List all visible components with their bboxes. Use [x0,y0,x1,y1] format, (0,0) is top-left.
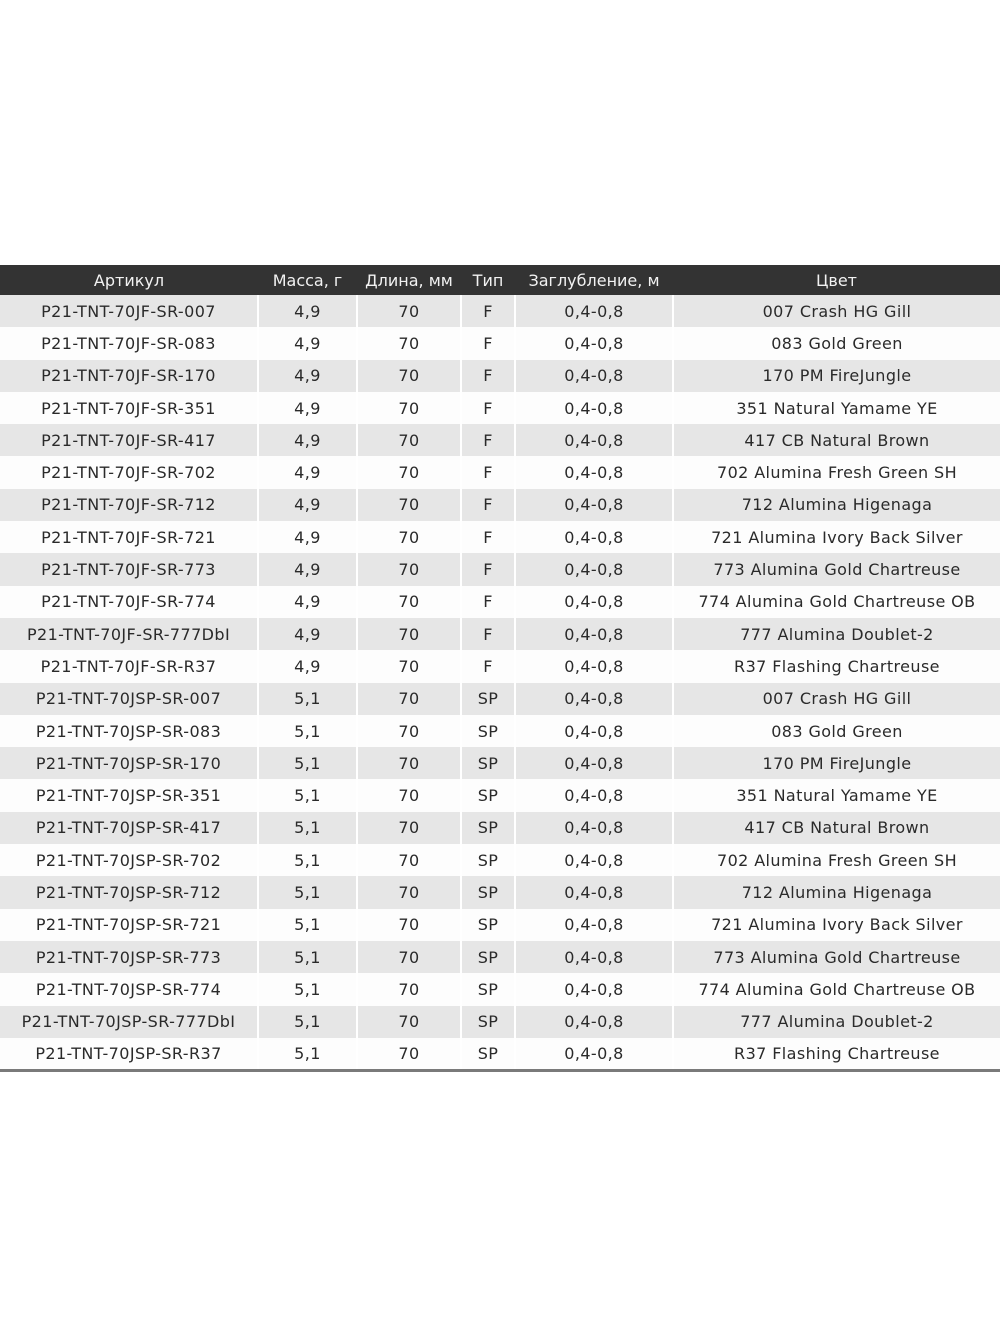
cell-length: 70 [357,327,461,359]
cell-type: F [461,489,515,521]
cell-length: 70 [357,973,461,1005]
table-row [0,876,1000,908]
header-color: Цвет [815,270,857,290]
cell-depth: 0,4-0,8 [515,456,673,488]
cell-type: F [461,327,515,359]
cell-depth: 0,4-0,8 [515,941,673,973]
cell-color: R37 Flashing Chartreuse [673,1038,1000,1070]
cell-color: 777 Alumina Doublet-2 [673,1006,1000,1038]
cell-depth: 0,4-0,8 [515,909,673,941]
cell-length: 70 [357,844,461,876]
table-row [0,844,1000,876]
cell-depth: 0,4-0,8 [515,844,673,876]
header-type: Тип [472,270,504,290]
cell-type: SP [461,1038,515,1070]
cell-depth: 0,4-0,8 [515,1006,673,1038]
cell-article: P21-TNT-70JSP-SR-417 [35,818,222,838]
cell-color: 351 Natural Yamame YE [673,779,1000,811]
cell-mass: 5,1 [258,973,357,1005]
cell-depth: 0,4-0,8 [515,973,673,1005]
cell-article: P21-TNT-70JF-SR-007 [41,301,216,321]
cell-depth: 0,4-0,8 [515,521,673,553]
cell-color: 083 Gold Green [673,327,1000,359]
cell-mass: 5,1 [258,747,357,779]
cell-mass: 5,1 [258,812,357,844]
table-row [0,1038,1000,1070]
table-row [0,779,1000,811]
cell-article: P21-TNT-70JF-SR-083 [41,333,216,353]
cell-type: F [461,521,515,553]
cell-depth: 0,4-0,8 [515,1038,673,1070]
cell-type: F [461,424,515,456]
cell-mass: 4,9 [258,392,357,424]
cell-length: 70 [357,295,461,327]
cell-article: P21-TNT-70JF-SR-R37 [40,656,217,676]
product-spec-table [0,265,1000,1072]
cell-color: 777 Alumina Doublet-2 [673,618,1000,650]
cell-type: SP [461,844,515,876]
table-row [0,941,1000,973]
cell-depth: 0,4-0,8 [515,360,673,392]
cell-mass: 5,1 [258,876,357,908]
cell-article: P21-TNT-70JSP-SR-R37 [0,1038,258,1070]
cell-length: 70 [357,683,461,715]
cell-color: 007 Crash HG Gill [673,683,1000,715]
cell-mass: 5,1 [258,715,357,747]
table-row [0,295,1000,327]
cell-color: 773 Alumina Gold Chartreuse [673,941,1000,973]
cell-type: F [461,586,515,618]
cell-length: 70 [357,715,461,747]
cell-article: P21-TNT-70JSP-SR-351 [35,786,222,806]
cell-length: 70 [357,1006,461,1038]
table-header-row [0,265,1000,295]
cell-article: P21-TNT-70JSP-SR-702 [35,850,222,870]
cell-mass: 5,1 [258,941,357,973]
cell-article: P21-TNT-70JF-SR-170 [41,366,216,386]
cell-color: 170 PM FireJungle [673,747,1000,779]
cell-color: 721 Alumina Ivory Back Silver [673,521,1000,553]
cell-length: 70 [357,1038,461,1070]
cell-length: 70 [357,553,461,585]
cell-article: P21-TNT-70JSP-SR-774 [35,979,222,999]
cell-mass: 5,1 [258,844,357,876]
cell-mass: 5,1 [258,779,357,811]
cell-length: 70 [357,618,461,650]
cell-type: F [461,295,515,327]
cell-mass: 4,9 [258,618,357,650]
table-row [0,456,1000,488]
cell-type: SP [461,747,515,779]
cell-article: P21-TNT-70JF-SR-417 [41,430,216,450]
header-depth: Заглубление, м [528,270,660,290]
cell-type: SP [461,909,515,941]
cell-article: P21-TNT-70JF-SR-351 [41,398,216,418]
table-row [0,747,1000,779]
cell-color: 083 Gold Green [673,715,1000,747]
table-row [0,909,1000,941]
cell-length: 70 [357,360,461,392]
cell-type: F [461,456,515,488]
table-row [0,327,1000,359]
table-row [0,650,1000,682]
cell-article: P21-TNT-70JF-SR-774 [41,592,216,612]
cell-depth: 0,4-0,8 [515,586,673,618]
table-body [0,295,1000,1070]
cell-color: 774 Alumina Gold Chartreuse OB [673,973,1000,1005]
cell-article: P21-TNT-70JSP-SR-712 [35,882,222,902]
cell-article: P21-TNT-70JSP-SR-083 [35,721,222,741]
cell-length: 70 [357,909,461,941]
cell-mass: 4,9 [258,360,357,392]
cell-depth: 0,4-0,8 [515,392,673,424]
cell-color: 417 CB Natural Brown [673,424,1000,456]
cell-length: 70 [357,876,461,908]
cell-type: F [461,553,515,585]
cell-mass: 4,9 [258,424,357,456]
cell-article: P21-TNT-70JF-SR-773 [41,560,216,580]
cell-color: 712 Alumina Higenaga [673,876,1000,908]
table-row [0,973,1000,1005]
cell-article: P21-TNT-70JSP-SR-721 [35,915,222,935]
cell-type: SP [461,683,515,715]
cell-color: 721 Alumina Ivory Back Silver [673,909,1000,941]
header-length: Длина, мм [365,270,453,290]
table-row [0,392,1000,424]
cell-type: SP [461,973,515,1005]
cell-type: F [461,392,515,424]
cell-article: P21-TNT-70JSP-SR-777DbI [21,1012,236,1032]
cell-type: SP [461,779,515,811]
cell-depth: 0,4-0,8 [515,553,673,585]
cell-mass: 5,1 [258,683,357,715]
table-row [0,683,1000,715]
cell-mass: 5,1 [258,1038,357,1070]
cell-type: F [461,360,515,392]
cell-depth: 0,4-0,8 [515,683,673,715]
cell-mass: 5,1 [258,909,357,941]
cell-length: 70 [357,586,461,618]
header-mass: Масса, г [272,270,343,290]
cell-article: P21-TNT-70JSP-SR-773 [35,947,222,967]
cell-length: 70 [357,650,461,682]
table-row [0,424,1000,456]
cell-type: SP [461,941,515,973]
cell-depth: 0,4-0,8 [515,715,673,747]
cell-type: SP [461,1006,515,1038]
cell-depth: 0,4-0,8 [515,618,673,650]
cell-color: 773 Alumina Gold Chartreuse [673,553,1000,585]
cell-type: SP [461,876,515,908]
table-row [0,521,1000,553]
table-row [0,360,1000,392]
table-row [0,812,1000,844]
table-row [0,715,1000,747]
cell-color: 702 Alumina Fresh Green SH [673,456,1000,488]
cell-color: 007 Crash HG Gill [673,295,1000,327]
cell-mass: 4,9 [258,650,357,682]
cell-mass: 4,9 [258,521,357,553]
cell-color: 712 Alumina Higenaga [673,489,1000,521]
cell-article: P21-TNT-70JSP-SR-007 [35,689,222,709]
cell-depth: 0,4-0,8 [515,747,673,779]
cell-mass: 4,9 [258,586,357,618]
cell-article: P21-TNT-70JF-SR-712 [41,495,216,515]
cell-length: 70 [357,747,461,779]
cell-length: 70 [357,424,461,456]
cell-length: 70 [357,521,461,553]
table-row [0,1006,1000,1038]
cell-article: P21-TNT-70JF-SR-721 [41,527,216,547]
cell-mass: 4,9 [258,295,357,327]
cell-depth: 0,4-0,8 [515,876,673,908]
cell-article: P21-TNT-70JF-SR-777DbI [26,624,231,644]
cell-mass: 4,9 [258,456,357,488]
cell-color: 774 Alumina Gold Chartreuse OB [673,586,1000,618]
cell-mass: 4,9 [258,489,357,521]
cell-depth: 0,4-0,8 [515,424,673,456]
table-row [0,618,1000,650]
cell-length: 70 [357,456,461,488]
table-row [0,586,1000,618]
cell-color: 351 Natural Yamame YE [673,392,1000,424]
cell-mass: 4,9 [258,327,357,359]
cell-length: 70 [357,392,461,424]
cell-depth: 0,4-0,8 [515,779,673,811]
cell-type: F [461,650,515,682]
cell-depth: 0,4-0,8 [515,650,673,682]
cell-depth: 0,4-0,8 [515,327,673,359]
cell-mass: 4,9 [258,553,357,585]
cell-depth: 0,4-0,8 [515,489,673,521]
cell-mass: 5,1 [258,1006,357,1038]
header-article: Артикул [93,270,165,290]
cell-length: 70 [357,489,461,521]
cell-article: P21-TNT-70JF-SR-702 [41,463,216,483]
cell-depth: 0,4-0,8 [515,812,673,844]
cell-length: 70 [357,812,461,844]
cell-color: 702 Alumina Fresh Green SH [673,844,1000,876]
cell-type: SP [461,812,515,844]
cell-color: R37 Flashing Chartreuse [673,650,1000,682]
table-row [0,553,1000,585]
cell-article: P21-TNT-70JSP-SR-170 [35,753,222,773]
cell-length: 70 [357,779,461,811]
cell-length: 70 [357,941,461,973]
cell-color: 170 PM FireJungle [673,360,1000,392]
cell-type: F [461,618,515,650]
cell-color: 417 CB Natural Brown [673,812,1000,844]
cell-type: SP [461,715,515,747]
table-row [0,489,1000,521]
cell-depth: 0,4-0,8 [515,295,673,327]
